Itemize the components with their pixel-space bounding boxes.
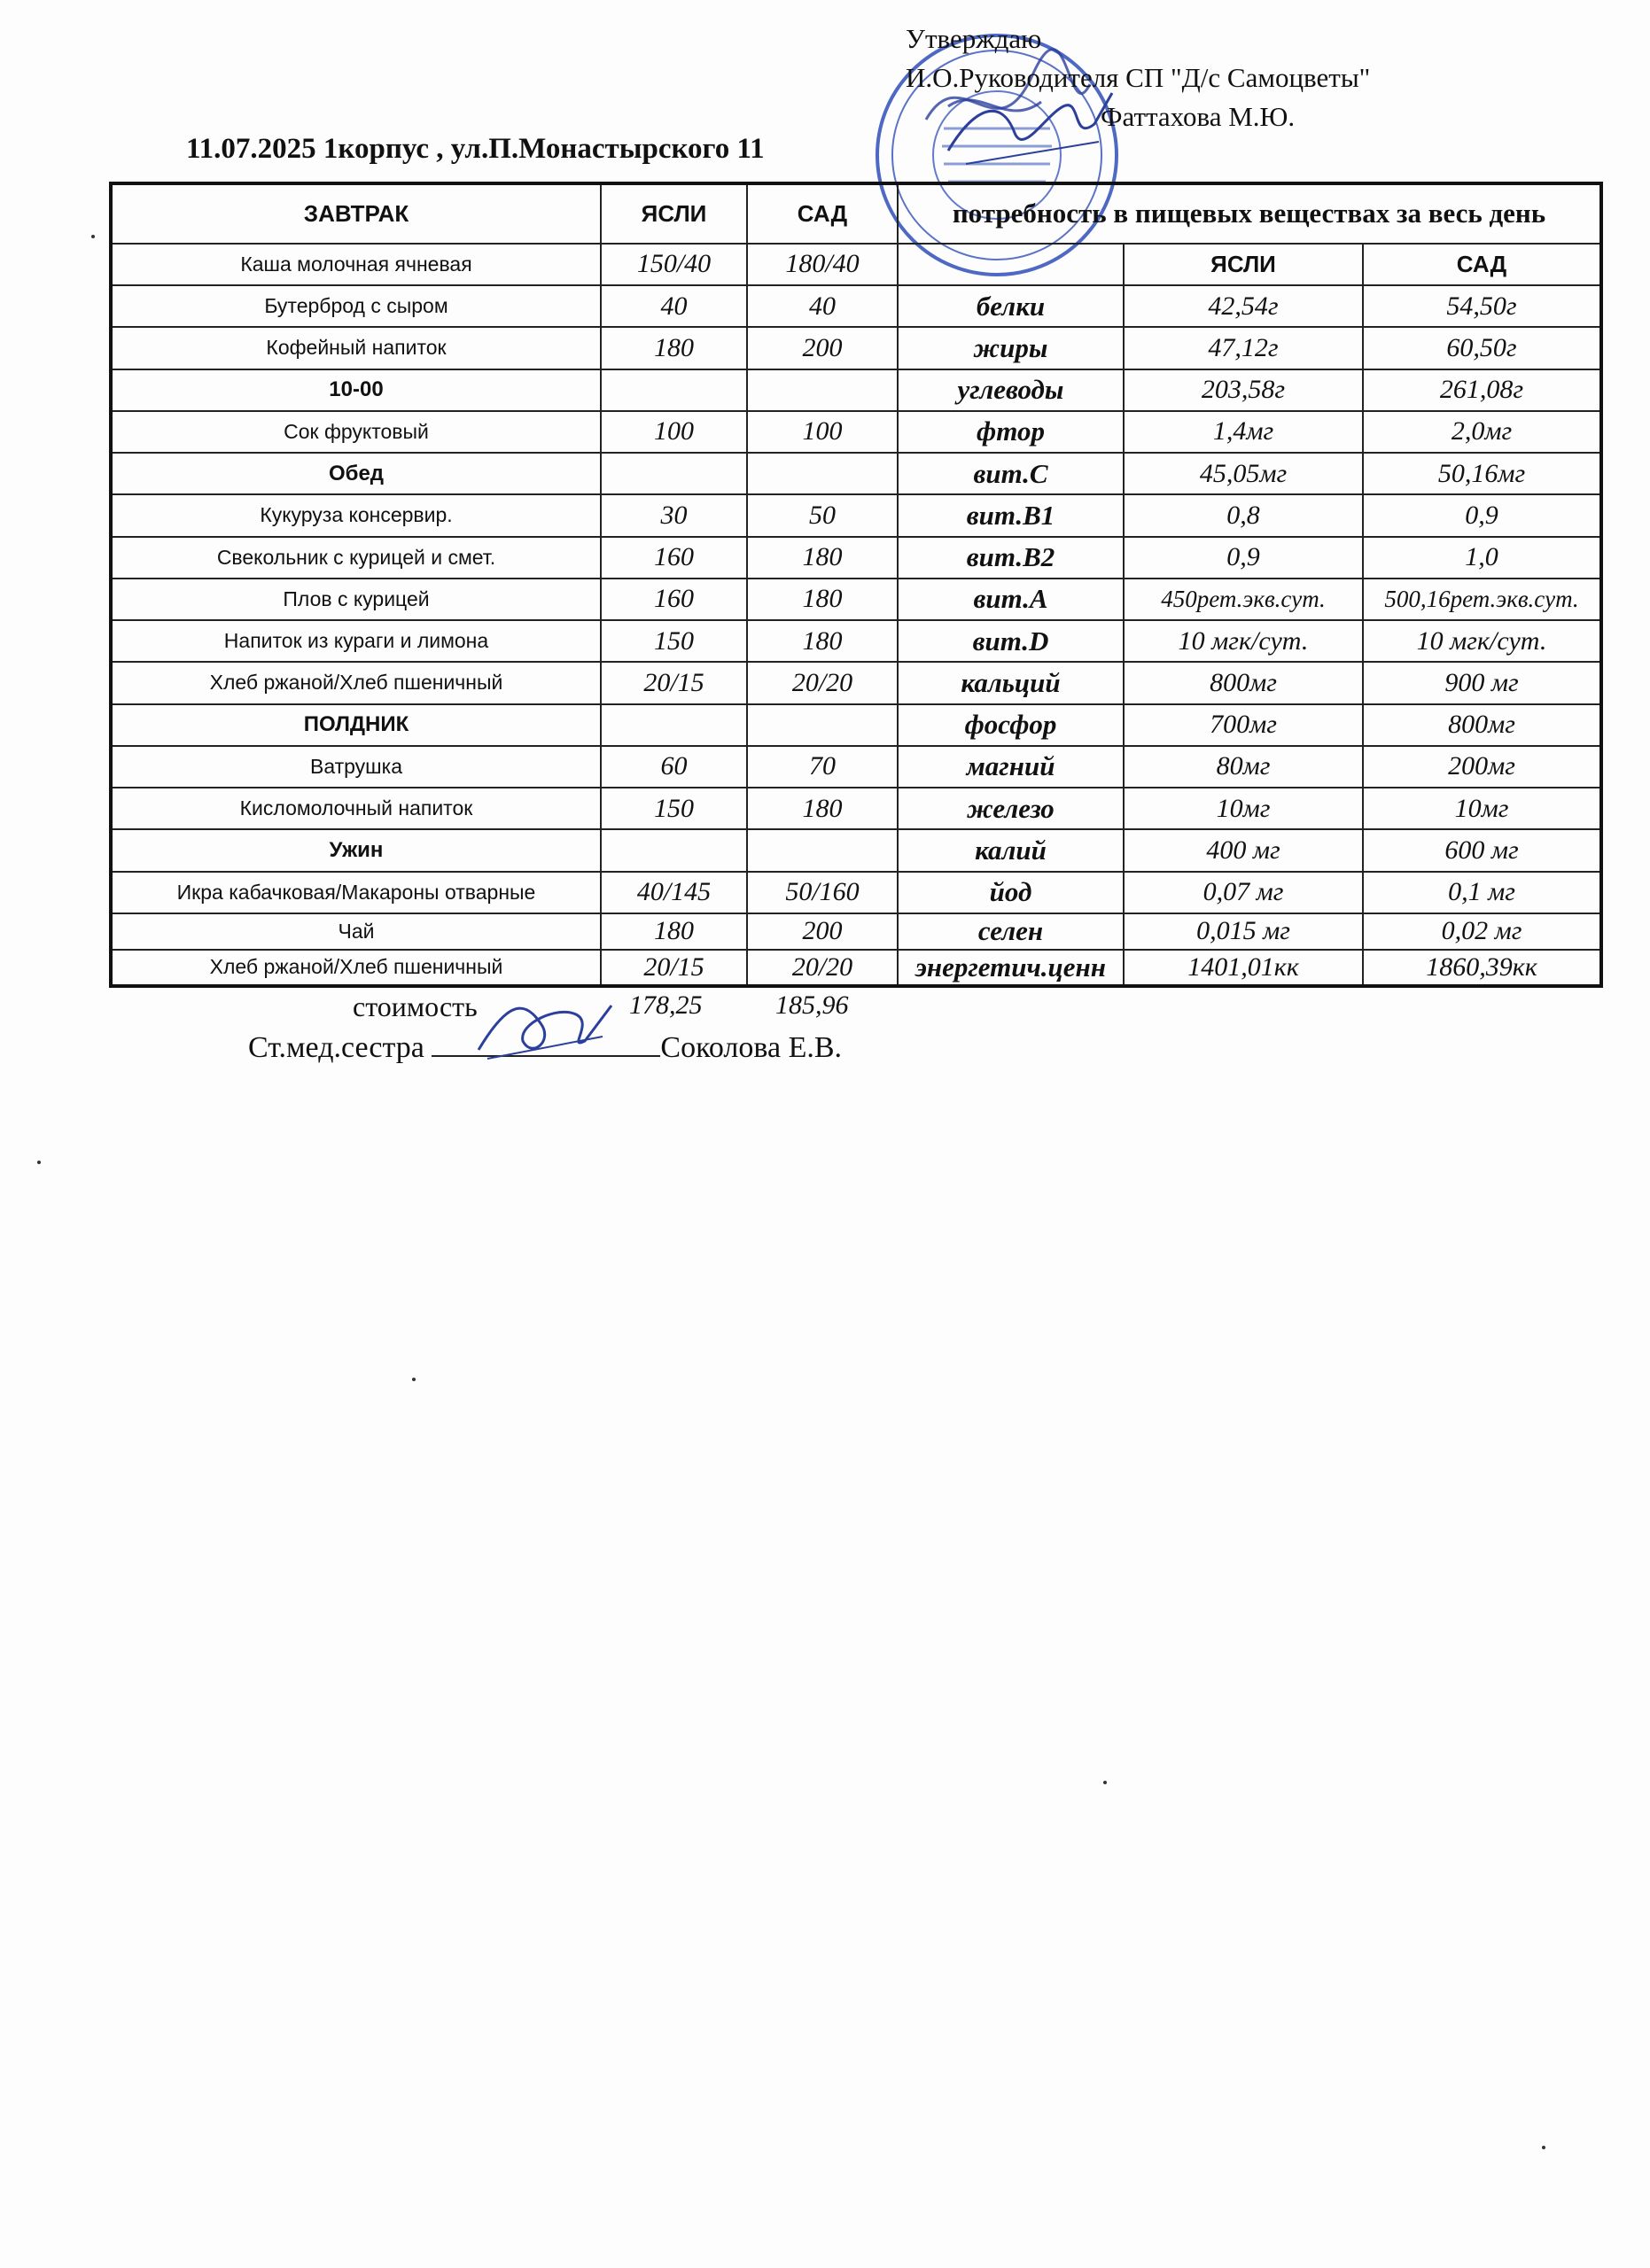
nutrient-kindergarten-value: 900 мг: [1363, 662, 1601, 703]
table-row: [111, 746, 1601, 788]
scan-speck: [1542, 2146, 1545, 2149]
nutrient-name: йод: [898, 872, 1124, 913]
table-row: [111, 494, 1601, 536]
document-title: 11.07.2025 1корпус , ул.П.Монастырского 11: [186, 133, 765, 165]
table-row: [111, 788, 1601, 829]
nutrient-kindergarten-value: 54,50г: [1363, 285, 1601, 327]
kindergarten-portion: 180: [747, 579, 898, 620]
kindergarten-portion: [747, 453, 898, 494]
nutrient-nursery-value: 10мг: [1124, 788, 1363, 829]
table-row: [111, 913, 1601, 950]
nursery-portion: 150/40: [601, 244, 747, 285]
dish-name: Каша молочная ячневая: [111, 244, 601, 285]
nutrient-kindergarten-value: 2,0мг: [1363, 411, 1601, 453]
nutrient-kindergarten-value: 800мг: [1363, 704, 1601, 746]
kindergarten-portion: 180/40: [747, 244, 898, 285]
nursery-portion: 150: [601, 788, 747, 829]
nursery-portion: [601, 704, 747, 746]
nutrient-name-header: [898, 244, 1124, 285]
dish-name: Хлеб ржаной/Хлеб пшеничный: [111, 662, 601, 703]
kindergarten-portion: 70: [747, 746, 898, 788]
kindergarten-portion: [747, 704, 898, 746]
kindergarten-portion: [747, 369, 898, 411]
nutrient-name: энергетич.ценн: [898, 950, 1124, 986]
nutrient-nursery-value: 80мг: [1124, 746, 1363, 788]
nutrient-nursery-value: 0,8: [1124, 494, 1363, 536]
nursery-portion: 180: [601, 913, 747, 950]
table-row: [111, 662, 1601, 703]
nutrient-name: вит.С: [898, 453, 1124, 494]
scan-speck: [1103, 1781, 1107, 1784]
table-row: [111, 244, 1601, 285]
nursery-portion: 30: [601, 494, 747, 536]
nutrient-kindergarten-value: 261,08г: [1363, 369, 1601, 411]
nutrient-nursery-header: ЯСЛИ: [1124, 244, 1363, 285]
approval-line-2: И.О.Руководителя СП "Д/с Самоцветы": [906, 62, 1371, 93]
table-row: [111, 872, 1601, 913]
nursery-portion: 160: [601, 579, 747, 620]
cost-label: стоимость: [353, 990, 478, 1022]
nutrient-name: селен: [898, 913, 1124, 950]
dish-name: Свекольник с курицей и смет.: [111, 537, 601, 579]
nutrient-name: фосфор: [898, 704, 1124, 746]
section-label: Ужин: [111, 829, 601, 871]
table-row: [111, 453, 1601, 494]
nursery-portion: 100: [601, 411, 747, 453]
kindergarten-portion: 180: [747, 788, 898, 829]
cost-nursery: 178,25: [629, 990, 703, 1020]
nutrient-nursery-value: 0,015 мг: [1124, 913, 1363, 950]
table-row: [111, 620, 1601, 662]
kindergarten-portion: 100: [747, 411, 898, 453]
nutrient-name: фтор: [898, 411, 1124, 453]
nutrient-nursery-value: 1,4мг: [1124, 411, 1363, 453]
dish-name: Ватрушка: [111, 746, 601, 788]
section-label: ПОЛДНИК: [111, 704, 601, 746]
cost-kindergarten: 185,96: [775, 990, 849, 1020]
nursery-portion: [601, 829, 747, 871]
nursery-portion: [601, 453, 747, 494]
nutrient-kindergarten-value: 60,50г: [1363, 327, 1601, 369]
nutrient-nursery-value: 45,05мг: [1124, 453, 1363, 494]
nutrient-name: железо: [898, 788, 1124, 829]
nursery-portion: 20/15: [601, 662, 747, 703]
nutrient-name: вит.А: [898, 579, 1124, 620]
nutrient-name: жиры: [898, 327, 1124, 369]
nutrient-name: вит.D: [898, 620, 1124, 662]
kindergarten-portion: 50/160: [747, 872, 898, 913]
kindergarten-portion: 20/20: [747, 662, 898, 703]
kindergarten-portion: 50: [747, 494, 898, 536]
table-row: [111, 537, 1601, 579]
section-label: Обед: [111, 453, 601, 494]
nursery-column-header: ЯСЛИ: [601, 183, 747, 244]
nurse-label: Ст.мед.сестра: [248, 1031, 424, 1064]
nutrient-nursery-value: 47,12г: [1124, 327, 1363, 369]
nursery-portion: 150: [601, 620, 747, 662]
nutrient-nursery-value: 0,07 мг: [1124, 872, 1363, 913]
dish-name: Кофейный напиток: [111, 327, 601, 369]
nursery-portion: 20/15: [601, 950, 747, 986]
nutrient-kindergarten-value: 10мг: [1363, 788, 1601, 829]
nutrient-name: белки: [898, 285, 1124, 327]
dish-name: Бутерброд с сыром: [111, 285, 601, 327]
dish-name: Кисломолочный напиток: [111, 788, 601, 829]
kindergarten-portion: 200: [747, 913, 898, 950]
nutrient-nursery-value: 0,9: [1124, 537, 1363, 579]
kindergarten-portion: 200: [747, 327, 898, 369]
dish-name: Напиток из кураги и лимона: [111, 620, 601, 662]
table-row: [111, 183, 1601, 244]
nutrient-kindergarten-value: 10 мгк/сут.: [1363, 620, 1601, 662]
table-row: [111, 579, 1601, 620]
kindergarten-portion: 180: [747, 620, 898, 662]
table-row: [111, 411, 1601, 453]
nutrient-kindergarten-value: 50,16мг: [1363, 453, 1601, 494]
nutrient-nursery-value: 1401,01кк: [1124, 950, 1363, 986]
nutrient-nursery-value: 400 мг: [1124, 829, 1363, 871]
nutrient-name: калий: [898, 829, 1124, 871]
dish-name: Чай: [111, 913, 601, 950]
scan-speck: [37, 1161, 41, 1164]
table-row: [111, 327, 1601, 369]
nutrient-nursery-value: 700мг: [1124, 704, 1363, 746]
approval-line-3: Фаттахова М.Ю.: [1101, 101, 1296, 132]
director-signature: [939, 80, 1117, 177]
kindergarten-column-header: САД: [747, 183, 898, 244]
scan-speck: [91, 235, 95, 238]
nutrient-kindergarten-value: 0,9: [1363, 494, 1601, 536]
nutrient-kindergarten-header: САД: [1363, 244, 1601, 285]
nutrients-header: потребность в пищевых веществах за весь день: [898, 183, 1601, 244]
nutrient-nursery-value: 203,58г: [1124, 369, 1363, 411]
nutrient-nursery-value: 42,54г: [1124, 285, 1363, 327]
table-row: [111, 285, 1601, 327]
nursery-portion: 40: [601, 285, 747, 327]
approval-line-1: Утверждаю: [906, 23, 1042, 54]
dish-name: Сок фруктовый: [111, 411, 601, 453]
nutrient-name: вит.В1: [898, 494, 1124, 536]
table-row: [111, 950, 1601, 986]
section-label: 10-00: [111, 369, 601, 411]
dish-name: Хлеб ржаной/Хлеб пшеничный: [111, 950, 601, 986]
nurse-name: Соколова Е.В.: [660, 1031, 843, 1064]
nutrient-nursery-value: 10 мгк/сут.: [1124, 620, 1363, 662]
menu-table: [109, 182, 1603, 988]
kindergarten-portion: 180: [747, 537, 898, 579]
dish-name: Икра кабачковая/Макароны отварные: [111, 872, 601, 913]
breakfast-header: ЗАВТРАК: [111, 183, 601, 244]
nutrient-name: углеводы: [898, 369, 1124, 411]
scan-speck: [412, 1378, 416, 1381]
nutrient-nursery-value: 800мг: [1124, 662, 1363, 703]
table-row: [111, 369, 1601, 411]
dish-name: Плов с курицей: [111, 579, 601, 620]
kindergarten-portion: [747, 829, 898, 871]
kindergarten-portion: 40: [747, 285, 898, 327]
table-row: [111, 704, 1601, 746]
nutrient-name: магний: [898, 746, 1124, 788]
kindergarten-portion: 20/20: [747, 950, 898, 986]
nutrient-kindergarten-value: 0,1 мг: [1363, 872, 1601, 913]
nutrient-nursery-value: 450рет.экв.сут.: [1124, 579, 1363, 620]
nursery-portion: 40/145: [601, 872, 747, 913]
nutrient-kindergarten-value: 1860,39кк: [1363, 950, 1601, 986]
dish-name: Кукуруза консервир.: [111, 494, 601, 536]
nutrient-name: вит.В2: [898, 537, 1124, 579]
nutrient-kindergarten-value: 200мг: [1363, 746, 1601, 788]
nursery-portion: [601, 369, 747, 411]
nursery-portion: 180: [601, 327, 747, 369]
nutrient-kindergarten-value: 500,16рет.экв.сут.: [1363, 579, 1601, 620]
nutrient-kindergarten-value: 1,0: [1363, 537, 1601, 579]
nursery-portion: 160: [601, 537, 747, 579]
table-row: [111, 829, 1601, 871]
nutrient-kindergarten-value: 600 мг: [1363, 829, 1601, 871]
nurse-signature: [470, 988, 620, 1076]
nutrient-name: кальций: [898, 662, 1124, 703]
nutrient-kindergarten-value: 0,02 мг: [1363, 913, 1601, 950]
nursery-portion: 60: [601, 746, 747, 788]
